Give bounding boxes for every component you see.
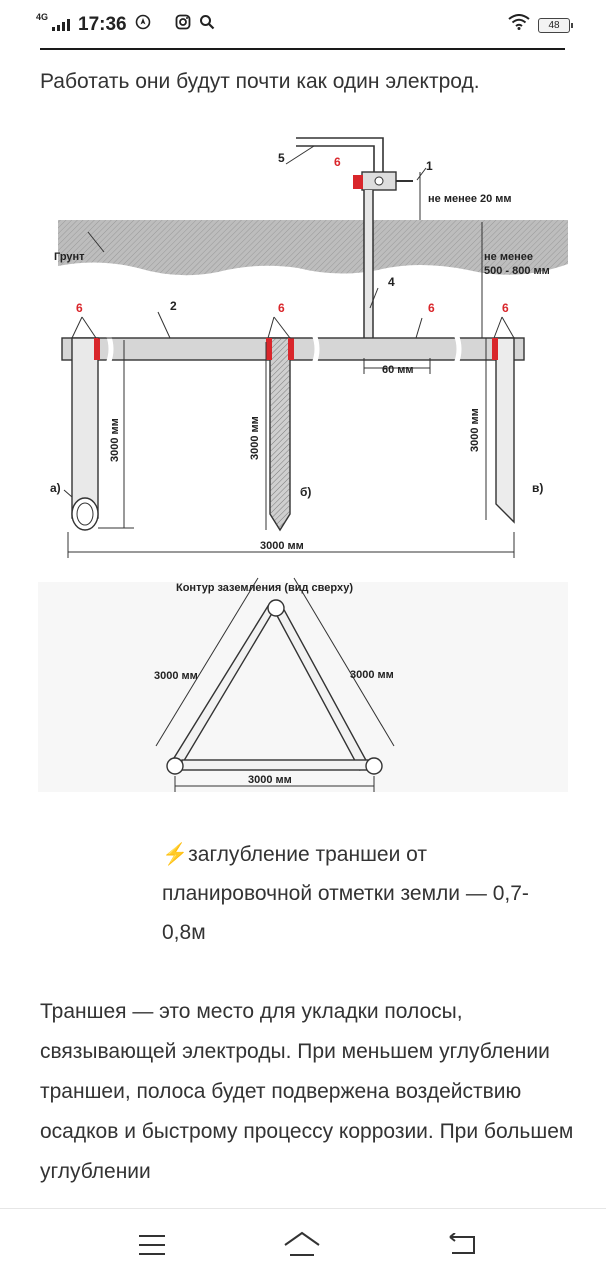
callout-text: заглубление траншеи от планировочной отметки земли — 0,7-0,8м [162, 843, 529, 944]
battery-icon: 48 [538, 18, 570, 33]
electrode-a [72, 338, 100, 530]
label-1: 1 [426, 159, 433, 173]
top-divider [40, 48, 565, 50]
back-button[interactable] [440, 1227, 484, 1263]
menu-icon [137, 1233, 167, 1257]
len-3000-a: 3000 мм [109, 418, 121, 462]
label-5: 5 [278, 151, 285, 165]
label-v: в) [532, 481, 544, 495]
navigation-bar [0, 1208, 606, 1280]
wifi-icon [508, 14, 530, 36]
lead-paragraph: Работать они будут почти как один электрод. [40, 70, 480, 93]
len-60-label: 60 мм [382, 364, 414, 376]
triangle-bottom-len: 3000 мм [248, 774, 292, 786]
network-type: 4G [36, 11, 49, 22]
status-left [36, 11, 215, 36]
label-a: а) [50, 481, 61, 495]
len-3000-v: 3000 мм [469, 408, 481, 452]
min-depth-line1: не менее [484, 251, 533, 263]
status-bar [0, 0, 606, 50]
label-2: 2 [170, 299, 177, 313]
search-icon [199, 14, 215, 36]
ground-label: Грунт [54, 251, 85, 263]
menu-button[interactable] [130, 1227, 174, 1263]
label-4: 4 [388, 275, 395, 289]
body-paragraph: Траншея — это место для укладки полосы, связывающей электроды. При меньшем углублении траншеи, полоса будет подвержена воздействию осадков и быстрому процессу коррозии. При большем углублении [40, 1000, 574, 1183]
label-b: б) [300, 485, 312, 499]
triangle-right-len: 3000 мм [350, 669, 394, 681]
len-3000-b: 3000 мм [249, 416, 261, 460]
electrode-b [266, 338, 294, 530]
instagram-icon [175, 14, 191, 36]
label-6-a: 6 [76, 301, 83, 315]
label-6-b: 6 [278, 301, 285, 315]
home-icon [282, 1231, 322, 1259]
triangle-left-len: 3000 мм [154, 670, 198, 682]
home-button[interactable] [280, 1227, 324, 1263]
signal-icon [52, 19, 70, 31]
label-6-strip: 6 [428, 301, 435, 315]
len-3000-bottom: 3000 мм [260, 540, 304, 552]
electrode-v [492, 338, 514, 522]
grounding-diagram [38, 112, 568, 802]
min-20-label: не менее 20 мм [428, 193, 512, 205]
clock: 17:36 [78, 14, 127, 35]
lightning-icon: ⚡ [162, 843, 189, 866]
location-icon [135, 14, 151, 36]
callout-paragraph [162, 835, 562, 952]
min-depth-line2: 500 - 800 мм [484, 265, 550, 277]
contour-title: Контур заземления (вид сверху) [176, 582, 354, 594]
label-6-v: 6 [502, 301, 509, 315]
back-icon [446, 1233, 478, 1257]
status-right [508, 14, 570, 36]
label-6-top: 6 [334, 155, 341, 169]
